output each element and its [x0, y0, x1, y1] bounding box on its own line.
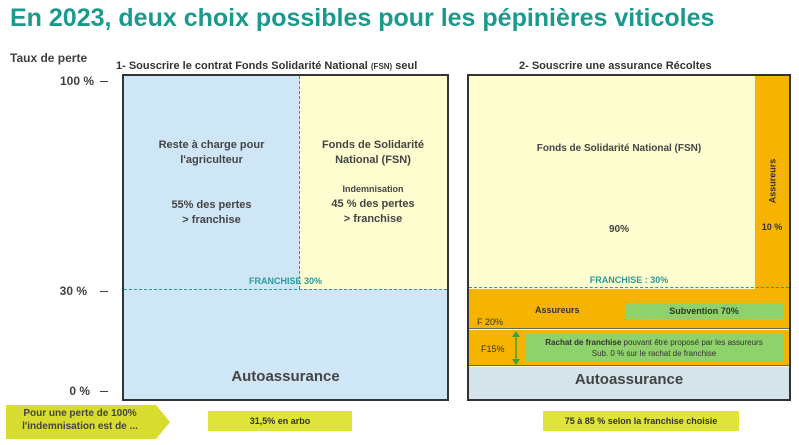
tick-mark-30	[100, 291, 108, 292]
rachat-arrow-icon	[511, 330, 521, 366]
right-autoassurance-label: Autoassurance	[574, 371, 684, 388]
left-result-box: 31,5% en arbo	[208, 411, 352, 431]
tick-mark-0	[100, 391, 108, 392]
reste-pct: 55% des pertes	[171, 199, 252, 211]
rachat-box	[525, 334, 783, 362]
fsn-indemnisation: Indemnisation	[342, 184, 404, 194]
right-panel	[467, 74, 791, 401]
reste-franchise: > franchise	[182, 214, 241, 226]
tick-mark-100	[100, 81, 108, 82]
tick-100: 100 %	[59, 74, 94, 88]
f15-band	[469, 330, 789, 366]
subvention-box: Subvention 70%	[625, 303, 783, 319]
page-title: En 2023, deux choix possibles pour les pépinières viticoles	[10, 4, 715, 32]
right-result-box: 75 à 85 % selon la franchise choisie	[543, 411, 739, 431]
indemnisation-arrow-text: Pour une perte de 100% l'indemnisation est de ...	[22, 408, 138, 432]
rachat-line-2: Sub. 0 % sur le rachat de franchise	[591, 349, 717, 358]
left-panel-title: 1- Souscrire le contrat Fonds Solidarité National (FSN) seul	[116, 60, 418, 72]
assureurs-pct: 10 %	[761, 222, 783, 232]
fsn-title: Fonds de Solidarité National (FSN)	[321, 139, 425, 166]
franchise-label: FRANCHISE 30%	[248, 276, 322, 286]
right-panel-title: 2- Souscrire une assurance Récoltes	[519, 60, 712, 72]
right-fsn-pct: 90%	[608, 224, 629, 235]
right-franchise-line	[469, 287, 789, 288]
f20-label: F 20%	[477, 317, 504, 327]
assureurs-vertical-wrap	[761, 146, 783, 216]
tick-0: 0 %	[69, 384, 90, 398]
fsn-zone	[300, 76, 447, 289]
right-franchise-label: FRANCHISE : 30%	[589, 275, 669, 285]
y-axis-label: Taux de perte	[10, 51, 88, 65]
fsn-franchise: > franchise	[343, 213, 403, 225]
franchise-line	[124, 289, 447, 290]
autoassurance-label: Autoassurance	[231, 368, 340, 385]
reste-title: Reste à charge pour l'agriculteur	[158, 139, 265, 166]
f20-band	[469, 289, 789, 329]
f15-label: F15%	[481, 344, 505, 354]
assureurs-vertical-label: Assureurs	[767, 158, 777, 204]
right-autoassurance-band	[469, 367, 789, 399]
fsn-pct: 45 % des pertes	[331, 198, 415, 210]
rachat-line-1: Rachat de franchise pouvant être proposé par les assureurs	[545, 338, 763, 347]
left-panel	[122, 74, 449, 401]
right-fsn-title: Fonds de Solidarité National (FSN)	[536, 143, 702, 154]
vertical-divider	[299, 76, 300, 289]
assureurs-band-label: Assureurs	[535, 305, 580, 315]
tick-30: 30 %	[59, 284, 87, 298]
